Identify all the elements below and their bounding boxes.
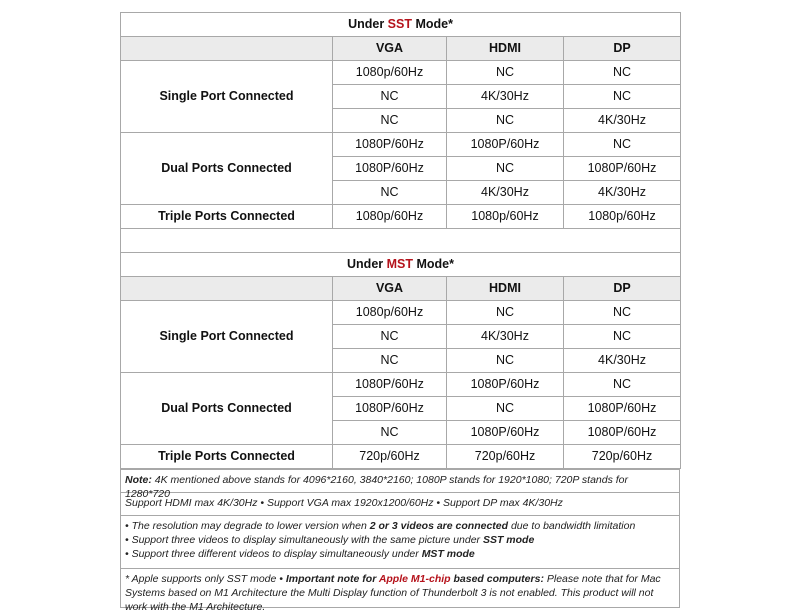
resolution-table <box>120 12 681 469</box>
apple-bold: Important note for <box>285 573 379 585</box>
resolution-cell: 1080P/60Hz <box>333 133 447 157</box>
resolution-cell: NC <box>333 109 447 133</box>
apple-m1-chip: Apple M1-chip <box>378 573 451 585</box>
row-group-label: Dual Ports Connected <box>121 373 333 445</box>
note-bullets <box>121 515 679 568</box>
resolution-cell: 720p/60Hz <box>564 445 681 469</box>
same-bold: SST mode <box>482 534 535 546</box>
resolution-cell: 1080P/60Hz <box>333 157 447 181</box>
resolution-cell: 1080p/60Hz <box>333 301 447 325</box>
resolution-cell: NC <box>564 61 681 85</box>
apple-body: Please note that for Mac Systems based on M1 Architecture the Multi Display function of Thunderbolt 3 is not enabled. This product will not work with the M1 Architecture. <box>125 573 661 613</box>
sst-mode-title <box>121 13 681 37</box>
spacer-cell <box>121 229 681 253</box>
header-blank <box>121 277 333 301</box>
resolution-cell: NC <box>447 349 564 373</box>
resolution-cell: NC <box>333 421 447 445</box>
table-row <box>121 61 681 85</box>
mst-header-row <box>121 277 681 301</box>
table-row <box>121 445 681 469</box>
sst-title-row <box>121 13 681 37</box>
resolution-cell: 720p/60Hz <box>333 445 447 469</box>
resolution-cell: NC <box>447 61 564 85</box>
resolution-cell: 1080P/60Hz <box>447 421 564 445</box>
resolution-cell: NC <box>564 133 681 157</box>
resolution-cell: NC <box>564 85 681 109</box>
resolution-cell: NC <box>564 301 681 325</box>
sst-header-row <box>121 37 681 61</box>
resolution-table-body <box>121 13 681 469</box>
note-definitions <box>121 469 679 500</box>
resolution-cell: 1080p/60Hz <box>333 205 447 229</box>
resolution-cell: 4K/30Hz <box>564 109 681 133</box>
note-label: Note: <box>125 474 152 486</box>
resolution-cell: 1080p/60Hz <box>564 205 681 229</box>
resolution-cell: 1080P/60Hz <box>564 397 681 421</box>
resolution-cell: 1080P/60Hz <box>333 373 447 397</box>
resolution-cell: NC <box>333 325 447 349</box>
resolution-cell: 1080P/60Hz <box>564 157 681 181</box>
column-header-vga: VGA <box>333 37 447 61</box>
resolution-cell: 720p/60Hz <box>447 445 564 469</box>
resolution-cell: NC <box>333 349 447 373</box>
resolution-cell: 1080P/60Hz <box>564 421 681 445</box>
degrade-text-end: due to bandwidth limitation <box>508 520 636 532</box>
degrade-bold: 2 or 3 videos are connected <box>369 520 509 532</box>
note-support-max: Support HDMI max 4K/30Hz • Support VGA max 1920x1200/60Hz • Support DP max 4K/30Hz <box>121 492 679 515</box>
resolution-cell: NC <box>447 301 564 325</box>
resolution-cell: 4K/30Hz <box>564 349 681 373</box>
resolution-cell: 4K/30Hz <box>447 181 564 205</box>
resolution-cell: 1080p/60Hz <box>447 205 564 229</box>
row-group-label: Single Port Connected <box>121 61 333 133</box>
diff-text: • Support three different videos to display simultaneously under <box>125 548 422 560</box>
compatibility-sheet <box>120 12 680 613</box>
table-row <box>121 205 681 229</box>
resolution-cell: NC <box>447 157 564 181</box>
mst-mode-title <box>121 253 681 277</box>
column-header-hdmi: HDMI <box>447 277 564 301</box>
resolution-cell: 1080P/60Hz <box>447 373 564 397</box>
resolution-cell: 1080P/60Hz <box>333 397 447 421</box>
row-group-label: Single Port Connected <box>121 301 333 373</box>
column-header-hdmi: HDMI <box>447 37 564 61</box>
resolution-cell: 1080P/60Hz <box>447 133 564 157</box>
table-row <box>121 373 681 397</box>
table-row <box>121 301 681 325</box>
same-text: • Support three videos to display simultaneously with the same picture under <box>125 534 483 546</box>
resolution-cell: 4K/30Hz <box>447 325 564 349</box>
header-blank <box>121 37 333 61</box>
resolution-cell: 1080p/60Hz <box>333 61 447 85</box>
resolution-cell: NC <box>333 85 447 109</box>
mst-title-row <box>121 253 681 277</box>
note-text: 4K mentioned above stands for 4096*2160, 3840*2160; 1080P stands for 1920*1080; 720P stands for 1280*720 <box>125 474 629 500</box>
note-same-picture <box>125 533 675 547</box>
title-suffix: Mode* <box>411 17 453 32</box>
resolution-cell: 4K/30Hz <box>564 181 681 205</box>
degrade-text: • The resolution may degrade to lower version when <box>125 520 370 532</box>
title-suffix: Mode* <box>413 257 454 272</box>
apple-bold-end: based computers: <box>450 573 544 585</box>
section-spacer <box>121 229 681 253</box>
note-different-videos <box>125 547 675 561</box>
row-group-label: Triple Ports Connected <box>121 205 333 229</box>
note-apple <box>121 568 679 613</box>
resolution-cell: NC <box>447 109 564 133</box>
resolution-cell: NC <box>564 373 681 397</box>
title-prefix: Under <box>348 17 388 32</box>
resolution-cell: NC <box>564 325 681 349</box>
diff-bold: MST mode <box>421 548 475 560</box>
resolution-cell: 4K/30Hz <box>447 85 564 109</box>
column-header-dp: DP <box>564 37 681 61</box>
note-degrade <box>125 519 675 533</box>
apple-text: * Apple supports only SST mode • <box>125 573 286 585</box>
row-group-label: Triple Ports Connected <box>121 445 333 469</box>
table-row <box>121 133 681 157</box>
mst-accent: MST <box>386 257 413 272</box>
notes-section <box>120 469 680 613</box>
row-group-label: Dual Ports Connected <box>121 133 333 205</box>
column-header-dp: DP <box>564 277 681 301</box>
resolution-cell: NC <box>447 397 564 421</box>
resolution-cell: NC <box>333 181 447 205</box>
title-prefix: Under <box>347 257 387 272</box>
column-header-vga: VGA <box>333 277 447 301</box>
sst-accent: SST <box>387 17 412 32</box>
